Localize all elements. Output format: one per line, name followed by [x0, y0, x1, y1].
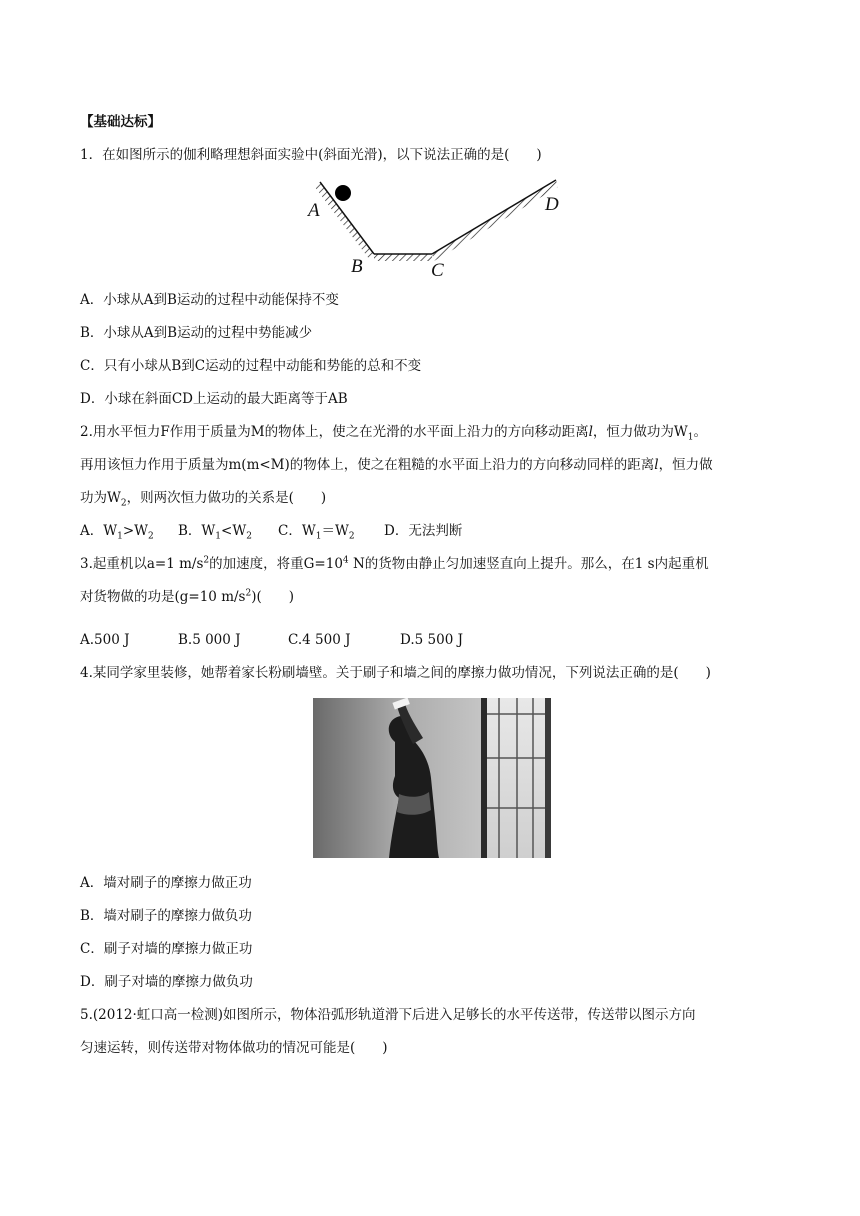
incline-diagram	[300, 176, 570, 280]
label-a: A	[308, 200, 320, 221]
q4-option-b: B．墙对刷子的摩擦力做负功	[80, 908, 252, 924]
incline-cd	[432, 180, 558, 261]
q5-line1: 5.(2012·虹口高一检测)如图所示，物体沿弧形轨道滑下后进入足够长的水平传送带，传送带以图示方向	[80, 1007, 696, 1023]
q5-line2: 匀速运转，则传送带对物体做功的情况可能是( )	[80, 1040, 388, 1056]
q3-text: N的货物由静止匀加速竖直向上提升。那么，在1 s内起重机	[348, 556, 709, 572]
q3-option-c: C.4 500 J	[288, 632, 351, 648]
q3-sup: 4	[342, 555, 349, 566]
q4-option-c: C．刷子对墙的摩擦力做正功	[80, 941, 253, 957]
label-d: D	[545, 194, 559, 215]
q2-text: ，恒力做功为W	[592, 424, 688, 440]
q2-line1	[80, 422, 707, 442]
q3-option-d: D.5 500 J	[400, 632, 463, 648]
label-c: C	[431, 260, 444, 280]
q1-option-c: C．只有小球从B到C运动的过程中动能和势能的总和不变	[80, 358, 422, 374]
q2-option-a: A．$W_1>W_2$	[80, 523, 154, 542]
q2-option-c: C．$W_1=W_2$	[278, 523, 355, 542]
q2-option-b: B．$W_1<W_2$	[178, 523, 252, 542]
q3-text: 3.起重机以a=1 m/s	[80, 556, 204, 572]
q3-option-a: A.500 J	[80, 632, 130, 648]
q4-option-a: A．墙对刷子的摩擦力做正功	[80, 875, 252, 891]
wall-painting-photo	[313, 698, 551, 858]
q3-text: )( )	[251, 589, 295, 605]
q3-sup: 2	[245, 588, 252, 599]
section-title: 【基础达标】	[80, 114, 161, 130]
q3-line2	[80, 587, 294, 607]
q2-line3	[80, 488, 326, 508]
q3-sup: 2	[203, 555, 210, 566]
label-b: B	[351, 256, 363, 277]
q2-text: ，则两次恒力做功的关系是( )	[126, 490, 327, 506]
q2-sub: 2	[120, 498, 127, 509]
q1-option-d: D．小球在斜面CD上运动的最大距离等于AB	[80, 391, 348, 407]
q3-text: 的加速度，将重G=10	[209, 556, 343, 572]
q2-text: 功为W	[80, 490, 121, 506]
q4-stem: 4.某同学家里装修，她帮着家长粉刷墙壁。关于刷子和墙之间的摩擦力做功情况，下列说法正确的是( )	[80, 665, 711, 681]
q2-var: l	[588, 424, 593, 440]
q2-text: ，恒力做	[658, 457, 713, 473]
q3-options	[80, 630, 463, 650]
q4-option-d: D．刷子对墙的摩擦力做负功	[80, 974, 253, 990]
q2-sub: 1	[687, 432, 694, 443]
q2-options	[80, 521, 462, 541]
q2-text: 2.用水平恒力F作用于质量为M的物体上，使之在光滑的水平面上沿力的方向移动距离	[80, 424, 589, 440]
q1-option-b: B．小球从A到B运动的过程中势能减少	[80, 325, 313, 341]
q3-line1	[80, 554, 709, 574]
q1-option-a: A．小球从A到B运动的过程中动能保持不变	[80, 292, 339, 308]
q3-text: 对货物做的功是(g=10 m/s	[80, 589, 246, 605]
floor-bc	[374, 254, 432, 261]
ball	[335, 185, 351, 201]
q3-option-b: B.5 000 J	[178, 632, 241, 648]
q2-option-d: D．无法判断	[384, 523, 463, 539]
q2-text: 。	[693, 424, 708, 440]
q1-stem: 1．在如图所示的伽利略理想斜面实验中(斜面光滑)，以下说法正确的是( )	[80, 147, 542, 163]
q2-text: 再用该恒力作用于质量为m(m<M)的物体上，使之在粗糙的水平面上沿力的方向移动同样的距离	[80, 457, 655, 473]
q2-var: l	[654, 457, 659, 473]
q2-line2	[80, 455, 713, 475]
